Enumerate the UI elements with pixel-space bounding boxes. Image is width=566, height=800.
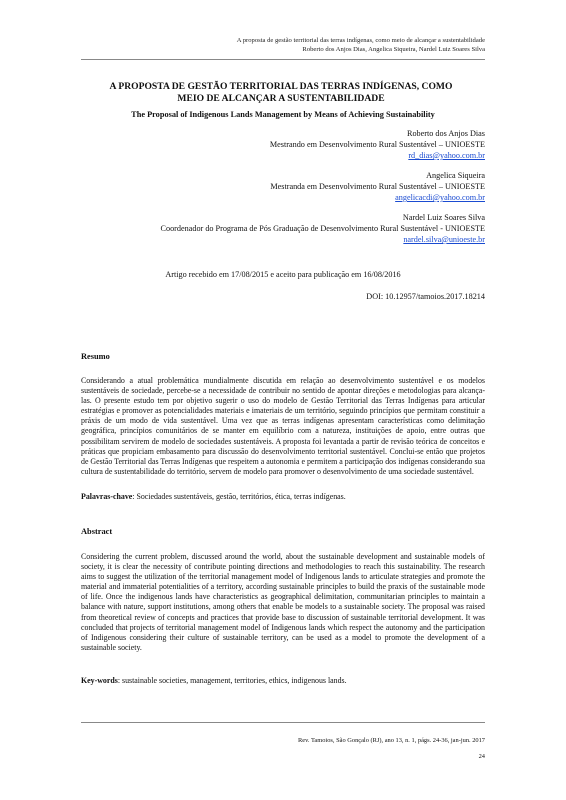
palavras-chave — [81, 492, 485, 501]
received-date: Artigo recebido em 17/08/2015 e aceito para publicação em 16/08/2016 — [165, 270, 401, 279]
paper-title: A PROPOSTA DE GESTÃO TERRITORIAL DAS TERRAS INDÍGENAS, COMO MEIO DE ALCANÇAR A SUSTENTABILIDADE — [109, 81, 453, 104]
author-entry — [81, 128, 485, 161]
keywords — [81, 676, 485, 685]
author-entry — [81, 170, 485, 203]
author-email-link[interactable]: nardel.silva@unioeste.br — [403, 235, 485, 244]
author-affiliation: Mestrando em Desenvolvimento Rural Sustentável – UNIOESTE — [269, 140, 485, 149]
abstract-heading: Abstract — [81, 527, 113, 536]
author-name: Nardel Luiz Soares Silva — [402, 213, 485, 222]
footer-rule — [81, 722, 485, 723]
author-affiliation: Coordenador do Programa de Pós Graduação de Desenvolvimento Rural Sustentável - UNIOESTE — [160, 224, 485, 233]
author-email-link[interactable]: rd_dias@yahoo.com.br — [408, 151, 485, 160]
palavras-chave-label: Palavras-chave — [81, 492, 133, 501]
running-head — [65, 36, 485, 54]
author-name: Angelica Siqueira — [426, 171, 485, 180]
running-head-title: A proposta de gestão territorial das terras indígenas, como meio de alcançar a sustentabilidade — [236, 37, 485, 44]
author-affiliation: Mestranda em Desenvolvimento Rural Sustentável – UNIOESTE — [270, 182, 485, 191]
author-email-link[interactable]: angelicacdi@yahoo.com.br — [395, 193, 485, 202]
abstract-text: Considering the current problem, discussed around the world, about the sustainable development and sustainable models of society, it is clear the necessity of contribute pointing directions and methodologies to reach this sustainability. The research aims to suggest the utilization of the territorial management model of Indigenous lands to articulate strategies and promote the material and immaterial potentialities of a territory, according sustainable principles to build the praxis of the sustainable mode of life. Once the indigenous lands have characteristics as geographical delimitation, communitarian principles to maintain a balance with nature, support institutions, among others that enable be models to a sustainable society. The proposal was raised from theoretical review of concepts and practices that provide base to discussion of sustainable territorial development. It was concluded that projects of territorial management model of Indigenous lands which respect the autonomy and the participation of Indigenous considering their culture of sustainable territory, can be used as a model to promote the development of a sustainable society. — [81, 552, 485, 652]
author-block — [81, 128, 485, 254]
resumo-text: Considerando a atual problemática mundialmente discutida em relação ao desenvolvimento sustentável e os modelos sustentáveis de sociedade, percebe-se a necessidade de contribuir no sentido de apontar direções e metodologias para alcança-las. O presente estudo tem por objetivo sugerir o uso do modelo de Gestão Territorial das Terras Indígenas para articular estratégias e promover as potencialidades materiais e imateriais de um território, seguindo princípios que permitam constituir a práxis de um modo de vida sustentável. Uma vez que as terras indígenas apresentam características como delimitação geográfica, princípios comunitários de se manter em equilíbrio com a natureza, instituições de apoio, entre outras que possibilitam servirem de modelo de sociedades sustentáveis. A proposta foi levantada a partir de revisão teórica de conceitos e práticas que propiciam embasamento para discussão do desenvolvimento territorial sustentável. Conclui-se então que projetos de Gestão Territorial das Terras Indígenas que respeitem a autonomia e permitem a participação dos indígenas considerando sua cultura de sustentabilidade do território, servem de modelo para promover o desenvolvimento de uma sociedade sustentável. — [81, 376, 485, 476]
author-name: Roberto dos Anjos Dias — [406, 129, 485, 138]
keywords-text: : sustainable societies, management, territories, ethics, indigenous lands. — [117, 676, 347, 685]
running-head-authors: Roberto dos Anjos Dias, Angelica Siqueira, Nardel Luiz Soares Silva — [302, 46, 485, 53]
journal-citation: Rev. Tamoios, São Gonçalo (RJ), ano 13, n. 1, págs. 24-36, jan-jun. 2017 — [298, 737, 485, 744]
resumo-heading: Resumo — [81, 352, 110, 361]
author-entry — [81, 212, 485, 245]
doi: DOI: 10.12957/tamoios.2017.18214 — [366, 292, 485, 301]
keywords-label: Key-words — [81, 676, 118, 685]
palavras-chave-text: : Sociedades sustentáveis, gestão, territórios, ética, terras indígenas. — [132, 492, 346, 501]
paper-subtitle: The Proposal of Indigenous Lands Management by Means of Achieving Sustainability — [131, 110, 435, 119]
header-rule — [81, 59, 485, 60]
page-number: 24 — [478, 753, 485, 760]
